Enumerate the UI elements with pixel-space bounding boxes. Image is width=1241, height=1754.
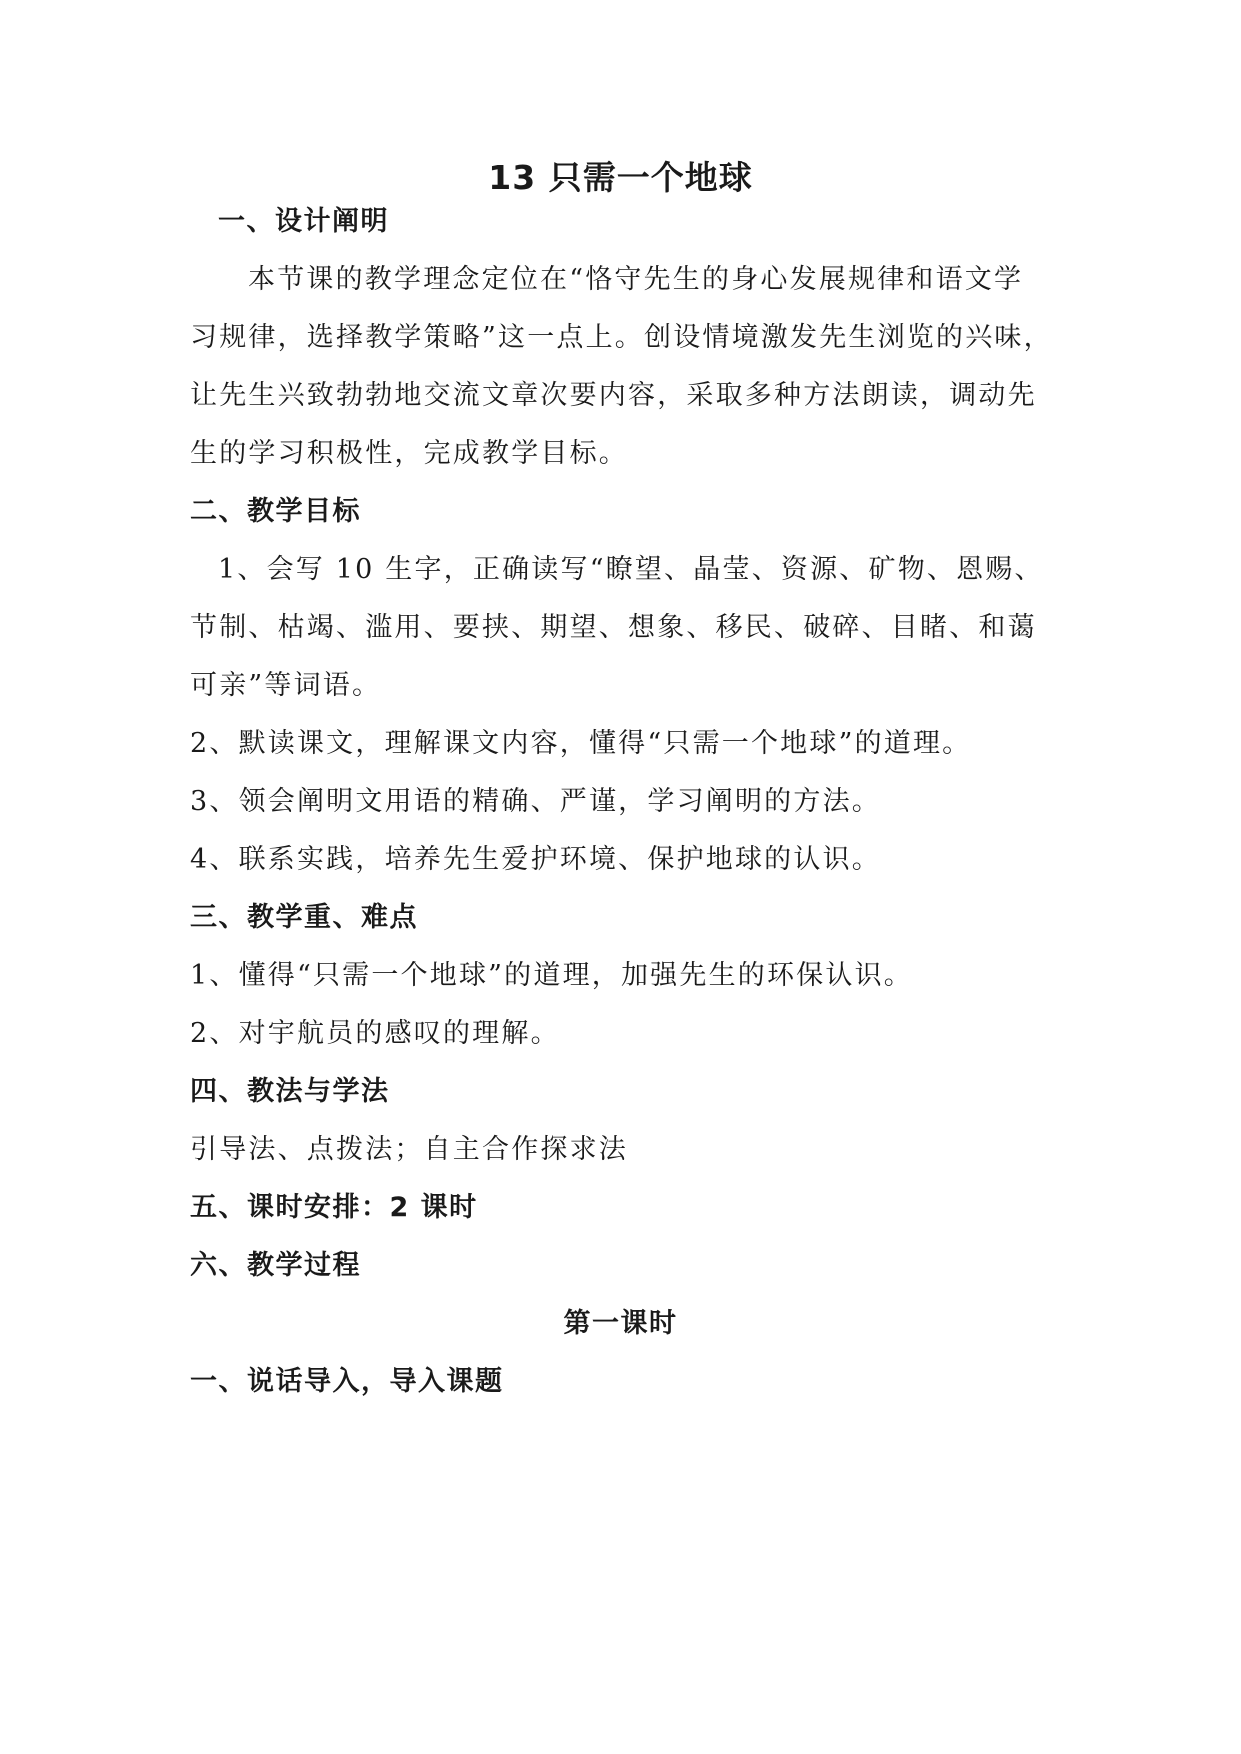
- section-heading-goals: 二、教学目标: [190, 496, 361, 527]
- page-title: 13 只需一个地球: [488, 158, 753, 197]
- section-heading-schedule: 五、课时安排：2 课时: [190, 1192, 478, 1223]
- section-heading-design: 一、设计阐明: [218, 206, 389, 237]
- section-heading-methods: 四、教法与学法: [190, 1076, 390, 1107]
- paragraph-line: 生的学习积极性，完成教学目标。: [190, 438, 628, 469]
- goal-item-line: 1、会写 10 生字，正确读写“瞭望、晶莹、资源、矿物、恩赐、: [218, 554, 1044, 585]
- key-point-item: 2、对宇航员的感叹的理解。: [190, 1018, 560, 1049]
- section-heading-process: 六、教学过程: [190, 1250, 361, 1281]
- goal-item: 2、默读课文，理解课文内容，懂得“只需一个地球”的道理。: [190, 728, 972, 759]
- lesson-subtitle: 第一课时: [563, 1308, 678, 1339]
- paragraph-line: 习规律，选择教学策略”这一点上。创设情境激发先生浏览的兴味，: [190, 322, 1053, 353]
- step-heading: 一、说话导入，导入课题: [190, 1366, 504, 1397]
- section-heading-key-points: 三、教学重、难点: [190, 902, 418, 933]
- paragraph-line: 本节课的教学理念定位在“恪守先生的身心发展规律和语文学: [248, 264, 1024, 295]
- goal-item: 3、领会阐明文用语的精确、严谨，学习阐明的方法。: [190, 786, 881, 817]
- goal-item-line: 节制、枯竭、滥用、要挟、期望、想象、移民、破碎、目睹、和蔼: [190, 612, 1037, 643]
- goal-item: 4、联系实践，培养先生爱护环境、保护地球的认识。: [190, 844, 881, 875]
- key-point-item: 1、懂得“只需一个地球”的道理，加强先生的环保认识。: [190, 960, 913, 991]
- methods-text: 引导法、点拨法；自主合作探求法: [190, 1134, 628, 1165]
- goal-item-line: 可亲”等词语。: [190, 670, 382, 701]
- paragraph-line: 让先生兴致勃勃地交流文章次要内容，采取多种方法朗读，调动先: [190, 380, 1037, 411]
